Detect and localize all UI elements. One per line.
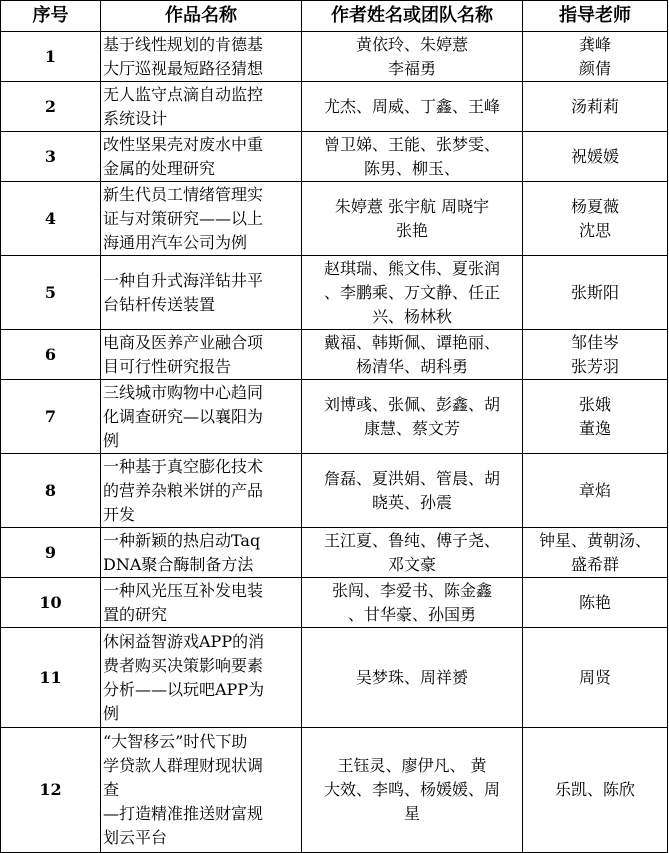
author-names-line: 吴梦珠、周祥赟 — [355, 667, 468, 687]
author-names — [302, 578, 523, 628]
work-title-line: 基于线性规划的肯德基 — [103, 34, 264, 54]
work-title — [101, 728, 302, 853]
header-advisors: 指导老师 — [523, 1, 668, 32]
work-title-line: 电商及医养产业融合项 — [103, 332, 264, 352]
author-names-line: 张闯、李爱书、陈金鑫 — [331, 580, 492, 600]
author-names — [302, 330, 523, 380]
table-row — [1, 380, 668, 454]
work-title-line: 海通用汽车公司为例 — [103, 232, 248, 252]
author-names-line: 兴、杨林秋 — [371, 306, 452, 326]
work-title-line: 分析——以玩吧APP为 — [103, 679, 265, 699]
author-names-line: 陈男、柳玉、 — [363, 158, 460, 178]
author-names-line: 尤杰、周威、丁鑫、王峰 — [323, 96, 500, 116]
row-number: 6 — [1, 330, 101, 380]
table-row — [1, 728, 668, 853]
table-row — [1, 578, 668, 628]
advisor-names — [523, 182, 668, 256]
work-title-line: 三线城市购物中心趋同 — [103, 382, 264, 402]
author-names-line: 戴福、韩斯佩、谭艳丽、 — [323, 332, 500, 352]
advisor-names — [523, 728, 668, 853]
advisor-names — [523, 380, 668, 454]
work-title-line: 台钻杆传送装置 — [103, 294, 216, 314]
advisor-names — [523, 578, 668, 628]
author-names — [302, 82, 523, 132]
advisor-names-line: 张娥 — [578, 394, 611, 414]
work-title-line: 一种新颖的热启动Taq — [103, 530, 261, 550]
work-title — [101, 528, 302, 578]
advisor-names-line: 钟星、黄朝汤、 — [538, 530, 651, 550]
work-title — [101, 628, 302, 728]
advisor-names — [523, 454, 668, 528]
header-no: 序号 — [1, 1, 101, 32]
work-title-line: —打造精准推送财富规 — [103, 804, 264, 823]
author-names-line: 李福勇 — [387, 58, 436, 78]
advisor-names — [523, 32, 668, 82]
work-title-line: 改性坚果壳对废水中重 — [103, 134, 264, 154]
row-number: 8 — [1, 454, 101, 528]
advisor-names-line: 邹佳岑 — [570, 332, 619, 352]
work-title-line: 金属的处理研究 — [103, 158, 216, 178]
author-names-line: 刘博彧、张佩、彭鑫、胡 — [323, 394, 500, 414]
table-row — [1, 528, 668, 578]
table-row — [1, 454, 668, 528]
work-title-line: 系统设计 — [103, 108, 168, 128]
author-names — [302, 256, 523, 330]
work-title-line: 化调查研究—以襄阳为 — [103, 406, 264, 426]
row-number: 10 — [1, 578, 101, 628]
work-title — [101, 330, 302, 380]
work-title — [101, 32, 302, 82]
row-number: 9 — [1, 528, 101, 578]
work-title — [101, 182, 302, 256]
work-title-line: 费者购买决策影响要素 — [103, 655, 264, 675]
advisor-names-line: 张斯阳 — [570, 282, 619, 302]
work-title-line: 例 — [103, 430, 120, 450]
advisor-names-line: 陈艳 — [578, 592, 611, 612]
author-names — [302, 182, 523, 256]
advisor-names-line: 沈思 — [578, 220, 611, 240]
author-names — [302, 528, 523, 578]
author-names-line: 詹磊、夏洪娟、管晨、胡 — [323, 468, 500, 488]
advisor-names — [523, 330, 668, 380]
advisor-names — [523, 132, 668, 182]
work-title-line: 划云平台 — [103, 828, 168, 847]
header-authors: 作者姓名或团队名称 — [302, 1, 523, 32]
work-title-line: DNA聚合酶制备方法 — [103, 554, 254, 574]
work-title — [101, 454, 302, 528]
row-number: 3 — [1, 132, 101, 182]
work-title-line: 开发 — [103, 504, 136, 524]
row-number: 7 — [1, 380, 101, 454]
work-title-line: 新生代员工情绪管理实 — [103, 184, 264, 204]
row-number: 1 — [1, 32, 101, 82]
author-names-line: 王江夏、鲁纯、傅子尧、 — [323, 530, 500, 550]
work-title — [101, 380, 302, 454]
table-row — [1, 330, 668, 380]
author-names — [302, 380, 523, 454]
advisor-names — [523, 628, 668, 728]
advisor-names-line: 章焰 — [578, 480, 611, 500]
header-row — [1, 1, 668, 32]
author-names-line: 邓文豪 — [387, 554, 436, 574]
work-title-line: 一种基于真空膨化技术 — [103, 456, 264, 476]
author-names-line: 、甘华豪、孙国勇 — [347, 604, 476, 624]
author-names-line: 黄依玲、朱婷薏 — [355, 34, 468, 54]
work-title-line: 证与对策研究——以上 — [103, 208, 264, 228]
work-title — [101, 132, 302, 182]
work-title — [101, 256, 302, 330]
advisor-names — [523, 256, 668, 330]
author-names-line: 、李鹏乘、万文静、任正 — [323, 282, 500, 302]
row-number: 2 — [1, 82, 101, 132]
table-row — [1, 182, 668, 256]
advisor-names-line: 龚峰 — [578, 34, 611, 54]
table-row — [1, 132, 668, 182]
author-names — [302, 454, 523, 528]
advisor-names-line: 祝媛媛 — [570, 146, 619, 166]
work-title-line: 置的研究 — [103, 604, 168, 624]
work-title-line: 大厅巡视最短路径猜想 — [103, 58, 264, 78]
author-names — [302, 728, 523, 853]
work-title-line: 休闲益智游戏APP的消 — [103, 631, 265, 651]
header-title: 作品名称 — [101, 1, 302, 32]
table-row — [1, 256, 668, 330]
advisor-names-line: 乐凯、陈欣 — [554, 780, 635, 799]
author-names-line: 星 — [403, 804, 420, 823]
work-title-line: 查 — [103, 780, 120, 799]
work-title-line: 目可行性研究报告 — [103, 356, 232, 376]
advisor-names-line: 董逸 — [578, 418, 611, 438]
table-row — [1, 628, 668, 728]
work-title-line: 无人监守点滴自动监控 — [103, 84, 264, 104]
author-names-line: 大效、李鸣、杨媛媛、周 — [323, 780, 500, 799]
author-names-line: 赵琪瑞、熊文伟、夏张润 — [323, 258, 500, 278]
advisor-names-line: 杨夏薇 — [570, 196, 619, 216]
row-number: 11 — [1, 628, 101, 728]
row-number: 12 — [1, 728, 101, 853]
work-title-line: “大智移云”时代下助 — [103, 732, 248, 751]
work-title-line: 一种自升式海洋钻井平 — [103, 270, 264, 290]
author-names-line: 杨清华、胡科勇 — [355, 356, 468, 376]
author-names — [302, 628, 523, 728]
author-names-line: 朱婷薏 张宇航 周晓宇 — [334, 196, 490, 216]
advisor-names — [523, 82, 668, 132]
author-names — [302, 32, 523, 82]
author-names-line: 曾卫娣、王能、张梦雯、 — [323, 134, 500, 154]
author-names-line: 张艳 — [395, 220, 428, 240]
author-names-line: 王钰灵、廖伊凡、 黄 — [337, 756, 487, 775]
work-title — [101, 578, 302, 628]
advisor-names — [523, 528, 668, 578]
advisor-names-line: 周贤 — [578, 667, 611, 687]
advisor-names-line: 颜倩 — [578, 58, 611, 78]
advisor-names-line: 盛希群 — [570, 554, 619, 574]
advisor-names-line: 张芳羽 — [570, 356, 619, 376]
table-row — [1, 82, 668, 132]
work-title-line: 例 — [103, 703, 120, 723]
row-number: 4 — [1, 182, 101, 256]
table-row — [1, 32, 668, 82]
work-title — [101, 82, 302, 132]
work-title-line: 学贷款人群理财现状调 — [103, 756, 264, 775]
author-names-line: 晓英、孙震 — [371, 492, 452, 512]
author-names — [302, 132, 523, 182]
advisor-names-line: 汤莉莉 — [570, 96, 619, 116]
work-title-line: 一种风光压互补发电装 — [103, 580, 264, 600]
work-title-line: 的营养杂粮米饼的产品 — [103, 480, 264, 500]
author-names-line: 康慧、蔡文芳 — [363, 418, 460, 438]
row-number: 5 — [1, 256, 101, 330]
